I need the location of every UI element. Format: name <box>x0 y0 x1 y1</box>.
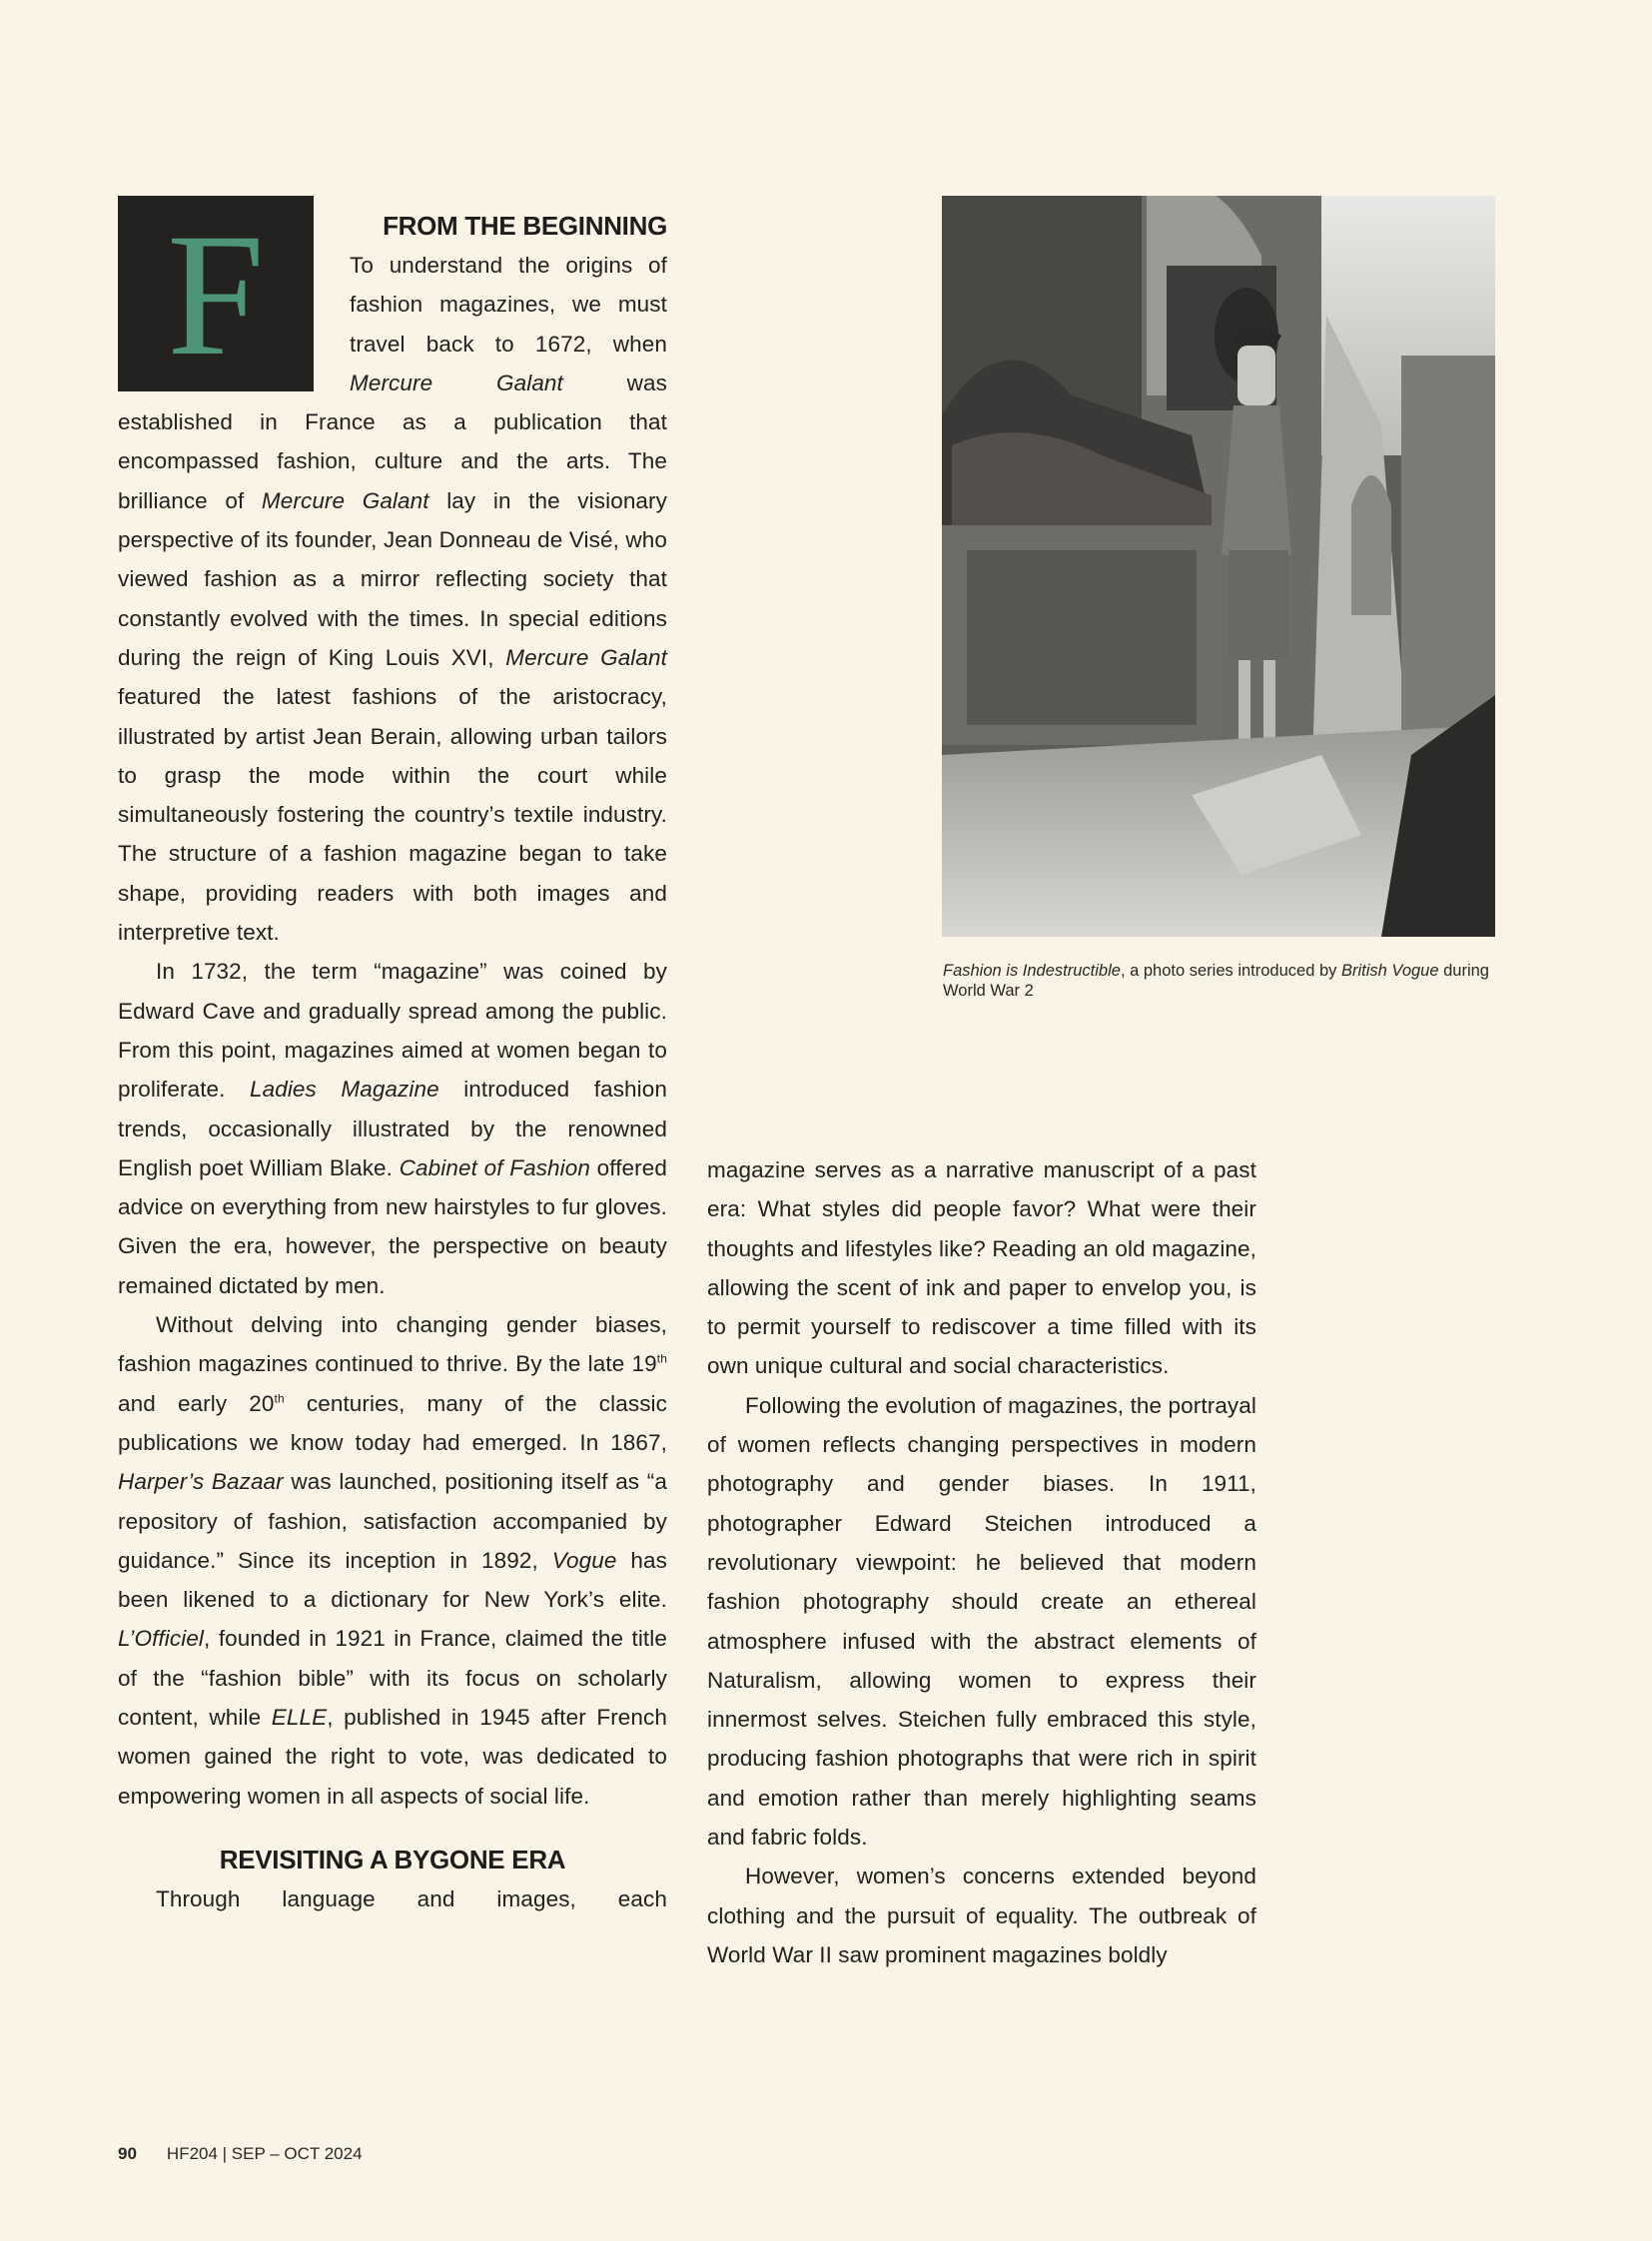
section-heading-from-the-beginning: FROM THE BEGINNING <box>383 211 667 241</box>
article-photo <box>942 196 1495 937</box>
ordinal-suffix: th <box>274 1391 285 1406</box>
issue-label: HF204 | SEP – OCT 2024 <box>166 2144 363 2163</box>
italic-title: Cabinet of Fashion <box>399 1154 590 1180</box>
italic-title: British Vogue <box>1341 962 1439 980</box>
article-column-right <box>707 1150 1256 1974</box>
paragraph: However, women’s concerns extended beyond clothing and the pursuit of equality. The outbreak of World War II saw prominent magazines boldly <box>707 1864 1256 1967</box>
paragraph: Through language and images, each <box>156 1885 667 1911</box>
italic-title: Vogue <box>551 1547 617 1573</box>
paragraph: To understand the origins of fashion magazines, we must travel back to 1672, when Mercure Galant was established in France as a publication that encompassed fashion, culture and the arts. The brilliance of Mercure Galant lay in the visionary perspective of its founder, Jean Donneau de Visé, who viewed fashion as a mirror reflecting society that constantly evolved with the times. In special editions during the reign of King Louis XVI, Mercure Galant featured the latest fashions of the aristocracy, illustrated by artist Jean Berain, allowing urban tailors to grasp the mode within the court while simultaneously fostering the country’s textile industry. The structure of a fashion magazine began to take shape, providing readers with both images and interpretive text. <box>118 253 667 946</box>
page-footer <box>118 2144 363 2164</box>
italic-title: Mercure Galant <box>350 370 563 395</box>
drop-cap <box>118 196 314 391</box>
italic-title: ELLE <box>271 1704 328 1730</box>
ordinal-suffix: th <box>656 1351 667 1366</box>
paragraph: Following the evolution of magazines, the portrayal of women reflects changing perspectives in modern photography and gender biases. In 1911, photographer Edward Steichen introduced a revolutionary viewpoint: he believed that modern fashion photography should create an ethereal atmosphere infused with the abstract elements of Naturalism, allowing women to express their innermost selves. Steichen fully embraced this style, producing fashion photographs that were rich in spirit and emotion rather than merely highlighting seams and fabric folds. <box>707 1392 1256 1851</box>
page-number: 90 <box>118 2144 137 2163</box>
drop-cap-letter: F <box>167 198 265 392</box>
italic-title: L’Officiel <box>118 1626 205 1652</box>
italic-title: Harper’s Bazaar <box>118 1469 284 1495</box>
paragraph-continued: magazine serves as a narrative manuscript of a past era: What styles did people favor? What were their thoughts and lifestyles like? Reading an old magazine, allowing the scent of ink and paper to envelop you, is to permit yourself to rediscover a time filled with its own unique cultural and social characteristics. <box>707 1157 1256 1379</box>
section-heading-revisiting-a-bygone-era: REVISITING A BYGONE ERA <box>219 1844 566 1874</box>
article-column-left <box>118 198 667 1918</box>
italic-title: Fashion is Indestructible <box>943 962 1121 980</box>
italic-title: Ladies Magazine <box>249 1077 439 1103</box>
italic-title: Mercure Galant <box>261 487 429 513</box>
ruins-photo-illustration <box>942 196 1495 937</box>
italic-title: Mercure Galant <box>505 644 667 670</box>
paragraph: In 1732, the term “magazine” was coined by Edward Cave and gradually spread among the public. From this point, magazines aimed at women began to proliferate. Ladies Magazine introduced fashion trends, occasionally illustrated by the renowned English poet William Blake. Cabinet of Fashion offered advice on everything from new hairstyles to fur gloves. Given the era, however, the perspective on beauty remained dictated by men. <box>118 959 667 1298</box>
paragraph: Without delving into changing gender biases, fashion magazines continued to thrive. By the late 19th and early 20th centuries, many of the classic publications we know today had emerged. In 1867, Harper’s Bazaar was launched, positioning itself as “a repository of fashion, satisfaction accompanied by guidance.” Since its inception in 1892, Vogue has been likened to a dictionary for New York’s elite. L’Officiel, founded in 1921 in France, claimed the title of the “fashion bible” with its focus on scholarly content, while ELLE, published in 1945 after French women gained the right to vote, was dedicated to empowering women in all aspects of social life. <box>118 1312 667 1809</box>
photo-caption: Fashion is Indestructible, a photo series introduced by British Vogue during World War 2 <box>943 962 1489 1000</box>
